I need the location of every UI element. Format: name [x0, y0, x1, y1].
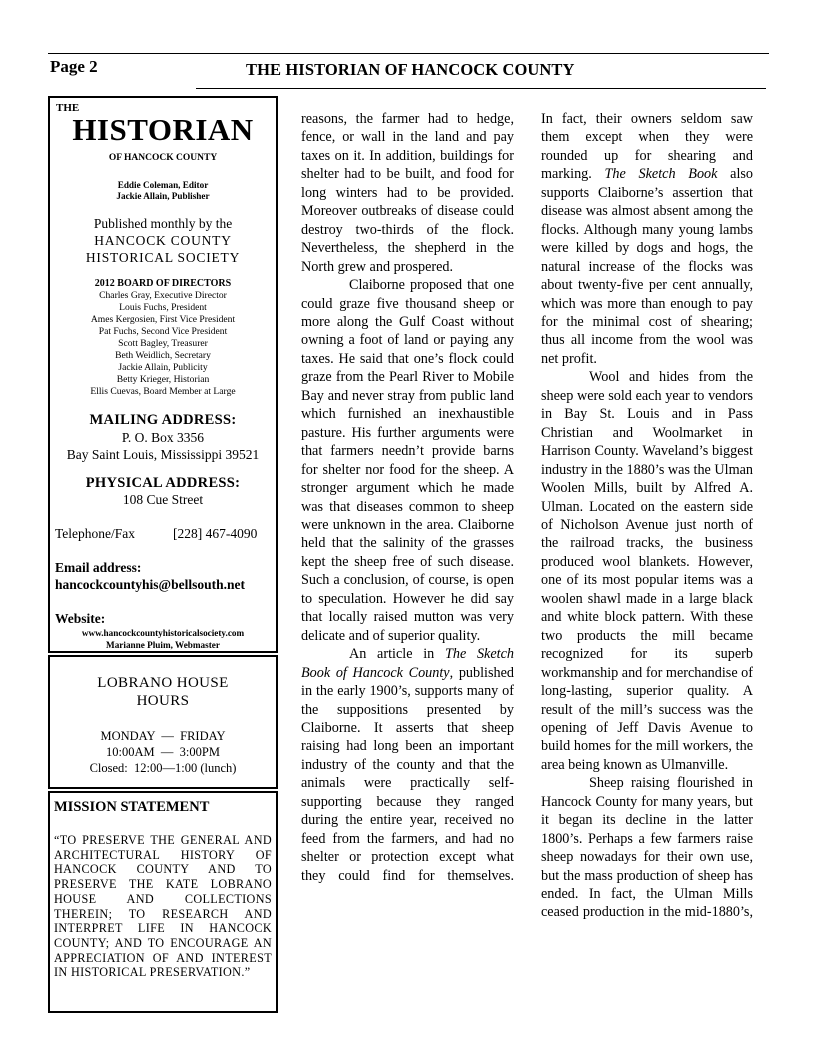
text-run: In fact, their owners seldom saw them except when they were rounded up for shearing and marking. — [541, 111, 753, 183]
book-title: The Sketch Book of Hancock County — [301, 646, 514, 681]
board-member: Louis Fuchs, President — [119, 302, 207, 313]
article-column-1 — [301, 110, 514, 885]
article-column-2 — [541, 110, 753, 922]
board-member: Jackie Allain, Publicity — [118, 362, 208, 373]
hours-title-line-1: LOBRANO HOUSE — [97, 675, 229, 691]
editors — [50, 180, 276, 202]
webmaster: Marianne Pluim, Webmaster — [106, 640, 220, 650]
editor: Eddie Coleman, Editor — [117, 180, 209, 190]
masthead-box — [48, 96, 278, 653]
hours-box — [48, 655, 278, 789]
text-run: also supports Claiborne’s assertion that disease was almost absent among the flocks. Although many young lambs were killed by dogs and hogs, the natural increase of the flocks was about twenty-five per cent annually, which was more than enough to pay for the minimal cost of shearing; thus all income from the wool was net profit. — [541, 166, 754, 367]
physical-address: 108 Cue Street — [122, 492, 204, 507]
physical-heading: PHYSICAL ADDRESS: — [85, 475, 241, 491]
mission-heading: MISSION STATEMENT — [54, 799, 210, 815]
board-heading: 2012 BOARD OF DIRECTORS — [94, 278, 232, 289]
masthead-title: HISTORIAN — [72, 112, 254, 147]
mailing-line-2: Bay Saint Louis, Mississippi 39521 — [66, 447, 260, 462]
mission-box — [48, 791, 278, 1013]
published-line: Published monthly by the — [93, 216, 233, 231]
paragraph: Sheep raising flourished in Hancock County for many years, but it began its decline in the latter 1800’s. Perhaps a few farmers raise sheep nowadays for their own use, but the mass production of sheep has ended. In fact, the Ulman Mills ceased production in the mid-1880’s, — [541, 775, 753, 921]
board-member: Ames Kergosien, First Vice President — [90, 314, 236, 325]
masthead-the: THE — [56, 102, 80, 114]
board-member: Scott Bagley, Treasurer — [118, 338, 208, 349]
header-rule — [196, 88, 766, 89]
top-rule — [48, 53, 769, 54]
board-member: Beth Weidlich, Secretary — [115, 350, 211, 361]
society-name-2: HISTORICAL SOCIETY — [85, 250, 241, 265]
society-name-1: HANCOCK COUNTY — [94, 233, 232, 248]
telephone-label: Telephone/Fax — [55, 526, 136, 541]
paragraph — [301, 645, 514, 885]
text-run: , published in the early 1900’s, supports many of the suppositions presented by Claiborne. It asserts that sheep raising had long been an important industry of the county and that the animals were practically self-supporting because they ranged during the entire year, received no feed from the farmers, and had no shelter or protection except what they could find for themselves. — [301, 664, 514, 884]
paragraph — [541, 110, 753, 368]
book-title: The Sketch Book — [604, 166, 718, 183]
hours-times: 10:00AM — 3:00PM — [106, 745, 220, 759]
page-number: Page 2 — [50, 57, 98, 76]
board-member: Pat Fuchs, Second Vice President — [98, 326, 228, 337]
paragraph: Wool and hides from the sheep were sold each year to vendors in Bay St. Louis and in Pass Christian and Woolmarket in Harrison County. Waveland’s biggest industry in the 1880’s was the Ulman Woolen Mills, built by Alfred A. Ulman. Located on the eastern side of Nicholson Avenue just north of the railroad tracks, the business produced wool blankets. However, one of its most popular items was a woolen shawl made in a large black and white block pattern. With these two products the mill became recognized for its superb workmanship and for merchandise of long-lasting, superior quality. A result of the mill’s success was the opening of Jeff Davis Avenue to build homes for the mill workers, the area being known as Ulmanville. — [541, 369, 754, 773]
board-member: Betty Krieger, Historian — [116, 374, 210, 385]
paragraph: Claiborne proposed that one could graze five thousand sheep or more along the Gulf Coast without owning a foot of land or paying any taxes. He said that one’s flock could graze from the Pearl River to Mobile Bay and never stray from public land which furnished an inexhaustible pasture. His further arguments were that farmers needn’t provide barns for shelter nor food for the sheep. A stronger argument which he made was that diseases common to sheep were unknown in the area. Claiborne held that the salinity of the grasses kept the sheep free of such disease. Such a conclusion, of course, is open to speculation. However he did say that locally raised mutton was very delicate and of superior quality. — [301, 277, 514, 644]
hours-days: MONDAY — FRIDAY — [100, 729, 226, 743]
masthead-subtitle: OF HANCOCK COUNTY — [108, 153, 218, 163]
website-url: www.hancockcountyhistoricalsociety.com — [81, 628, 245, 638]
running-title: THE HISTORIAN OF HANCOCK COUNTY — [246, 60, 575, 79]
website-heading: Website: — [55, 611, 106, 626]
mailing-heading: MAILING ADDRESS: — [89, 412, 237, 428]
mission-text: “TO PRESERVE THE GENERAL AND ARCHITECTURAL HISTORY OF HANCOCK COUNTY AND TO PRESERVE THE KATE LOBRANO HOUSE AND COLLECTIONS THEREIN; TO RESEARCH AND INTERPRET LIFE IN HANCOCK COUNTY; AND TO ENCOURAGE AN APPRECIATION OF AND INTEREST IN HISTORICAL PRESERVATION.” — [54, 833, 272, 980]
publisher: Jackie Allain, Publisher — [116, 191, 210, 201]
board-list — [50, 290, 276, 398]
published-by — [50, 215, 276, 266]
email-heading: Email address: — [55, 560, 142, 575]
hours-list — [50, 728, 276, 776]
telephone-number: [228] 467-4090 — [173, 526, 258, 541]
text-run: An article in — [349, 646, 445, 663]
hours-title — [50, 674, 276, 710]
hours-closed: Closed: 12:00—1:00 (lunch) — [89, 761, 237, 775]
mailing-line-1: P. O. Box 3356 — [121, 430, 205, 445]
hours-title-line-2: HOURS — [136, 693, 190, 709]
email-address: hancockcountyhis@bellsouth.net — [55, 577, 245, 592]
mailing-address — [50, 429, 276, 463]
paragraph: reasons, the farmer had to hedge, fence, or wall in the land and pay taxes on it. In addition, buildings for shelter had to be built, and food for long winters had to be provided. Moreover outbreaks of disease could destroy two-thirds of the flock. Nevertheless, the shepherd in the North grew and prospered. — [301, 111, 514, 275]
board-member: Ellis Cuevas, Board Member at Large — [90, 386, 236, 397]
board-member: Charles Gray, Executive Director — [99, 290, 227, 301]
